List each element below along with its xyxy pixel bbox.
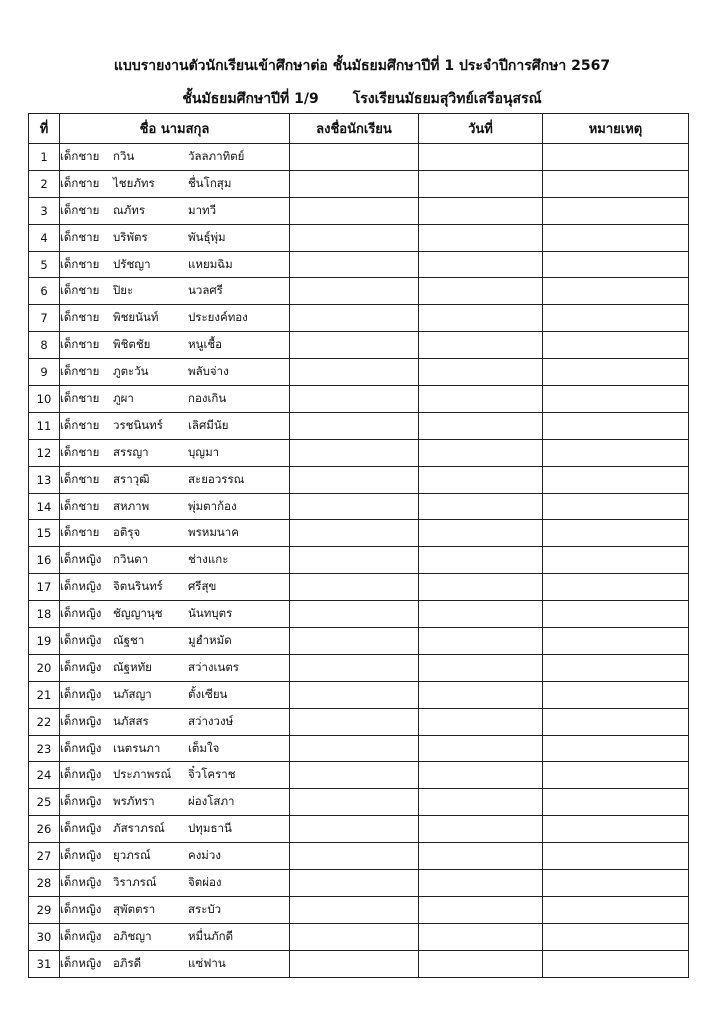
last-name: พรหมนาค (188, 525, 239, 540)
remarks-cell[interactable] (543, 870, 689, 897)
last-name: แหยมฉิม (188, 256, 233, 271)
table-row (29, 197, 689, 224)
first-name: พรภัทรา (113, 794, 155, 809)
remarks-cell[interactable] (543, 359, 689, 386)
row-number: 23 (29, 735, 60, 762)
name-prefix: เด็กหญิง (60, 552, 102, 567)
remarks-cell[interactable] (543, 197, 689, 224)
table-row (29, 654, 689, 681)
date-cell[interactable] (419, 305, 543, 332)
date-cell[interactable] (419, 789, 543, 816)
student-name-cell (60, 466, 290, 493)
student-name-cell (60, 412, 290, 439)
row-number: 11 (29, 412, 60, 439)
date-cell[interactable] (419, 144, 543, 171)
name-prefix: เด็กหญิง (60, 794, 102, 809)
name-prefix: เด็กหญิง (60, 740, 102, 755)
table-row (29, 950, 689, 977)
remarks-cell[interactable] (543, 654, 689, 681)
date-cell[interactable] (419, 251, 543, 278)
signature-cell[interactable] (290, 170, 419, 197)
remarks-cell[interactable] (543, 386, 689, 413)
last-name: สว่างวงษ์ (188, 713, 234, 728)
last-name: มาทวี (188, 202, 217, 217)
student-name-cell (60, 681, 290, 708)
table-row (29, 224, 689, 251)
table-row (29, 278, 689, 305)
name-prefix: เด็กชาย (60, 229, 100, 244)
row-number: 18 (29, 601, 60, 628)
student-name-cell (60, 278, 290, 305)
first-name: ไชยภัทร (113, 175, 155, 190)
last-name: จิตผ่อง (188, 874, 222, 889)
student-name-cell (60, 386, 290, 413)
signature-cell[interactable] (290, 493, 419, 520)
row-number: 3 (29, 197, 60, 224)
name-prefix: เด็กหญิง (60, 821, 102, 836)
date-cell[interactable] (419, 601, 543, 628)
signature-cell[interactable] (290, 412, 419, 439)
date-cell[interactable] (419, 332, 543, 359)
last-name: บุญมา (188, 444, 220, 459)
row-number: 31 (29, 950, 60, 977)
last-name: ช่างแกะ (188, 552, 229, 567)
first-name: อภิชญา (113, 928, 152, 943)
table-header-row (29, 114, 689, 144)
last-name: ชื่นโกสุม (188, 175, 232, 190)
signature-cell[interactable] (290, 654, 419, 681)
row-number: 15 (29, 520, 60, 547)
first-name: ชัญญานุช (113, 606, 163, 621)
table-row (29, 547, 689, 574)
roster-body (29, 144, 689, 978)
row-number: 10 (29, 386, 60, 413)
remarks-cell[interactable] (543, 923, 689, 950)
date-cell[interactable] (419, 708, 543, 735)
name-prefix: เด็กชาย (60, 498, 100, 513)
row-number: 30 (29, 923, 60, 950)
student-name-cell (60, 305, 290, 332)
date-cell[interactable] (419, 950, 543, 977)
first-name: อภิรดี (113, 955, 142, 970)
table-row (29, 493, 689, 520)
last-name: พันธุ์พุ่ม (188, 229, 226, 244)
report-title: แบบรายงานตัวนักเรียนเข้าศึกษาต่อ ชั้นมัธยมศึกษาปีที่ 1 ประจำปีการศึกษา 2567 (113, 58, 611, 74)
last-name: สว่างเนตร (188, 659, 239, 674)
student-name-cell (60, 359, 290, 386)
name-prefix: เด็กชาย (60, 417, 100, 432)
date-cell[interactable] (419, 870, 543, 897)
table-row (29, 870, 689, 897)
date-cell[interactable] (419, 547, 543, 574)
date-cell[interactable] (419, 896, 543, 923)
table-row (29, 896, 689, 923)
name-prefix: เด็กหญิง (60, 928, 102, 943)
row-number: 17 (29, 574, 60, 601)
first-name: อติรุจ (113, 525, 141, 540)
last-name: นวลศรี (188, 283, 223, 298)
date-cell[interactable] (419, 762, 543, 789)
date-cell[interactable] (419, 412, 543, 439)
table-row (29, 305, 689, 332)
date-cell[interactable] (419, 843, 543, 870)
table-row (29, 843, 689, 870)
student-name-cell (60, 816, 290, 843)
student-name-cell (60, 789, 290, 816)
name-prefix: เด็กชาย (60, 283, 100, 298)
last-name: ประยงค์ทอง (188, 310, 248, 325)
last-name: กองเกิน (188, 390, 227, 405)
name-prefix: เด็กชาย (60, 175, 100, 190)
last-name: มูฮำหมัด (188, 632, 232, 647)
last-name: ผ่องโสภา (188, 794, 235, 809)
table-row (29, 762, 689, 789)
student-name-cell (60, 950, 290, 977)
first-name: กวิน (113, 148, 135, 163)
first-name: ณัฐชา (113, 632, 145, 647)
table-row (29, 251, 689, 278)
last-name: สะยอวรรณ (188, 471, 245, 486)
date-cell[interactable] (419, 574, 543, 601)
signature-cell[interactable] (290, 896, 419, 923)
table-row (29, 708, 689, 735)
first-name: บริพัตร (113, 229, 148, 244)
remarks-cell[interactable] (543, 601, 689, 628)
remarks-cell[interactable] (543, 224, 689, 251)
first-name: จิตนรินทร์ (113, 579, 163, 594)
row-number: 25 (29, 789, 60, 816)
signature-cell[interactable] (290, 386, 419, 413)
signature-cell[interactable] (290, 574, 419, 601)
first-name: สรรญา (113, 444, 149, 459)
table-row (29, 789, 689, 816)
first-name: ยุวภรณ์ (113, 848, 151, 863)
first-name: ณัฐหทัย (113, 659, 152, 674)
row-number: 22 (29, 708, 60, 735)
row-number: 19 (29, 628, 60, 655)
last-name: หมื่นภักดี (188, 928, 234, 943)
signature-cell[interactable] (290, 305, 419, 332)
student-name-cell (60, 923, 290, 950)
last-name: พุ่มตาก้อง (188, 498, 237, 513)
row-number: 13 (29, 466, 60, 493)
first-name: ภูผา (113, 390, 134, 405)
name-prefix: เด็กชาย (60, 364, 100, 379)
row-number: 20 (29, 654, 60, 681)
first-name: สุพัตตรา (113, 901, 156, 916)
signature-cell[interactable] (290, 359, 419, 386)
row-number: 12 (29, 439, 60, 466)
remarks-cell[interactable] (543, 170, 689, 197)
signature-cell[interactable] (290, 789, 419, 816)
signature-cell[interactable] (290, 466, 419, 493)
remarks-cell[interactable] (543, 439, 689, 466)
student-name-cell (60, 493, 290, 520)
signature-cell[interactable] (290, 251, 419, 278)
name-prefix: เด็กชาย (60, 390, 100, 405)
student-name-cell (60, 251, 290, 278)
first-name: เนตรนภา (113, 740, 161, 755)
signature-cell[interactable] (290, 681, 419, 708)
student-name-cell (60, 735, 290, 762)
student-name-cell (60, 601, 290, 628)
table-row (29, 386, 689, 413)
first-name: ภูตะวัน (113, 364, 149, 379)
signature-cell[interactable] (290, 843, 419, 870)
first-name: ณภัทร (113, 202, 146, 217)
remarks-cell[interactable] (543, 628, 689, 655)
remarks-cell[interactable] (543, 144, 689, 171)
remarks-cell[interactable] (543, 547, 689, 574)
last-name: จิ๋วโคราช (188, 767, 236, 782)
date-cell[interactable] (419, 493, 543, 520)
row-number: 8 (29, 332, 60, 359)
table-row (29, 681, 689, 708)
last-name: เต็มใจ (188, 740, 220, 755)
student-name-cell (60, 170, 290, 197)
remarks-cell[interactable] (543, 305, 689, 332)
table-row (29, 520, 689, 547)
first-name: พิชิตชัย (113, 337, 151, 352)
last-name: วัลลภาทิตย์ (188, 148, 245, 163)
student-name-cell (60, 520, 290, 547)
last-name: นันทบุตร (188, 606, 233, 621)
student-name-cell (60, 332, 290, 359)
name-prefix: เด็กชาย (60, 444, 100, 459)
name-prefix: เด็กหญิง (60, 901, 102, 916)
row-number: 6 (29, 278, 60, 305)
remarks-cell[interactable] (543, 520, 689, 547)
first-name: ภัสราภรณ์ (113, 821, 165, 836)
signature-cell[interactable] (290, 923, 419, 950)
student-roster-table (28, 113, 689, 978)
name-prefix: เด็กชาย (60, 337, 100, 352)
table-row (29, 412, 689, 439)
table-row (29, 332, 689, 359)
first-name: สหภาพ (113, 498, 150, 513)
name-prefix: เด็กหญิง (60, 686, 102, 701)
name-prefix: เด็กชาย (60, 256, 100, 271)
student-name-cell (60, 574, 290, 601)
date-cell[interactable] (419, 197, 543, 224)
signature-cell[interactable] (290, 520, 419, 547)
row-number: 26 (29, 816, 60, 843)
last-name: คงม่วง (188, 848, 221, 863)
name-prefix: เด็กหญิง (60, 713, 102, 728)
row-number: 16 (29, 547, 60, 574)
name-prefix: เด็กหญิง (60, 606, 102, 621)
table-row (29, 816, 689, 843)
remarks-cell[interactable] (543, 574, 689, 601)
date-cell[interactable] (419, 386, 543, 413)
name-prefix: เด็กหญิง (60, 767, 102, 782)
last-name: ตั้งเซียน (188, 686, 228, 701)
remarks-cell[interactable] (543, 412, 689, 439)
table-row (29, 923, 689, 950)
last-name: หนูเชื้อ (188, 337, 223, 352)
header-student-signature: ลงชื่อนักเรียน (290, 114, 419, 144)
date-cell[interactable] (419, 628, 543, 655)
school-name: โรงเรียนมัธยมสุวิทย์เสรีอนุสรณ์ (352, 91, 542, 107)
last-name: ปทุมธานี (188, 821, 232, 836)
remarks-cell[interactable] (543, 493, 689, 520)
signature-cell[interactable] (290, 870, 419, 897)
signature-cell[interactable] (290, 628, 419, 655)
student-name-cell (60, 654, 290, 681)
first-name: นภัสสร (113, 713, 149, 728)
student-name-cell (60, 896, 290, 923)
student-name-cell (60, 224, 290, 251)
row-number: 1 (29, 144, 60, 171)
class-label: ชั้นมัธยมศึกษาปีที่ 1/9 (182, 91, 319, 107)
first-name: วรชนินทร์ (113, 417, 163, 432)
last-name: พลับจ่าง (188, 364, 229, 379)
name-prefix: เด็กชาย (60, 310, 100, 325)
header-date: วันที่ (419, 114, 543, 144)
name-prefix: เด็กหญิง (60, 659, 102, 674)
remarks-cell[interactable] (543, 681, 689, 708)
date-cell[interactable] (419, 466, 543, 493)
table-row (29, 574, 689, 601)
table-row (29, 466, 689, 493)
row-number: 29 (29, 896, 60, 923)
class-school-line (0, 88, 724, 110)
signature-cell[interactable] (290, 708, 419, 735)
signature-cell[interactable] (290, 278, 419, 305)
last-name: เลิศมีนัย (188, 417, 229, 432)
signature-cell[interactable] (290, 224, 419, 251)
date-cell[interactable] (419, 170, 543, 197)
date-cell[interactable] (419, 816, 543, 843)
row-number: 21 (29, 681, 60, 708)
last-name: ศรีสุข (188, 579, 217, 594)
name-prefix: เด็กชาย (60, 525, 100, 540)
date-cell[interactable] (419, 654, 543, 681)
student-name-cell (60, 843, 290, 870)
first-name: นภัสญา (113, 686, 152, 701)
student-name-cell (60, 547, 290, 574)
signature-cell[interactable] (290, 144, 419, 171)
signature-cell[interactable] (290, 816, 419, 843)
date-cell[interactable] (419, 359, 543, 386)
table-row (29, 735, 689, 762)
table-row (29, 359, 689, 386)
row-number: 14 (29, 493, 60, 520)
table-row (29, 144, 689, 171)
table-row (29, 628, 689, 655)
date-cell[interactable] (419, 520, 543, 547)
first-name: กวินดา (113, 552, 149, 567)
student-name-cell (60, 762, 290, 789)
row-number: 7 (29, 305, 60, 332)
first-name: พิชยนันท์ (113, 310, 159, 325)
header-full-name: ชื่อ นามสกุล (60, 114, 290, 144)
date-cell[interactable] (419, 224, 543, 251)
table-row (29, 601, 689, 628)
remarks-cell[interactable] (543, 332, 689, 359)
row-number: 24 (29, 762, 60, 789)
row-number: 5 (29, 251, 60, 278)
table-row (29, 170, 689, 197)
remarks-cell[interactable] (543, 843, 689, 870)
header-remarks: หมายเหตุ (543, 114, 689, 144)
signature-cell[interactable] (290, 547, 419, 574)
signature-cell[interactable] (290, 950, 419, 977)
last-name: แซ่ฟาน (188, 955, 226, 970)
name-prefix: เด็กหญิง (60, 874, 102, 889)
remarks-cell[interactable] (543, 816, 689, 843)
name-prefix: เด็กหญิง (60, 579, 102, 594)
student-name-cell (60, 439, 290, 466)
header-number: ที่ (29, 114, 60, 144)
student-name-cell (60, 628, 290, 655)
remarks-cell[interactable] (543, 896, 689, 923)
date-cell[interactable] (419, 439, 543, 466)
student-name-cell (60, 870, 290, 897)
row-number: 27 (29, 843, 60, 870)
remarks-cell[interactable] (543, 708, 689, 735)
first-name: ปรัชญา (113, 256, 151, 271)
remarks-cell[interactable] (543, 950, 689, 977)
student-name-cell (60, 708, 290, 735)
row-number: 2 (29, 170, 60, 197)
signature-cell[interactable] (290, 762, 419, 789)
name-prefix: เด็กชาย (60, 148, 100, 163)
table-row (29, 439, 689, 466)
signature-cell[interactable] (290, 197, 419, 224)
remarks-cell[interactable] (543, 789, 689, 816)
row-number: 4 (29, 224, 60, 251)
last-name: สระบัว (188, 901, 222, 916)
name-prefix: เด็กชาย (60, 471, 100, 486)
remarks-cell[interactable] (543, 278, 689, 305)
remarks-cell[interactable] (543, 735, 689, 762)
first-name: ปิยะ (113, 283, 134, 298)
signature-cell[interactable] (290, 332, 419, 359)
name-prefix: เด็กหญิง (60, 632, 102, 647)
date-cell[interactable] (419, 278, 543, 305)
remarks-cell[interactable] (543, 251, 689, 278)
remarks-cell[interactable] (543, 762, 689, 789)
first-name: วิราภรณ์ (113, 874, 157, 889)
remarks-cell[interactable] (543, 466, 689, 493)
name-prefix: เด็กชาย (60, 202, 100, 217)
date-cell[interactable] (419, 735, 543, 762)
date-cell[interactable] (419, 681, 543, 708)
student-name-cell (60, 197, 290, 224)
first-name: ประภาพรณ์ (113, 767, 172, 782)
row-number: 9 (29, 359, 60, 386)
student-name-cell (60, 144, 290, 171)
name-prefix: เด็กหญิง (60, 848, 102, 863)
date-cell[interactable] (419, 923, 543, 950)
signature-cell[interactable] (290, 735, 419, 762)
name-prefix: เด็กหญิง (60, 955, 102, 970)
first-name: สราวุฒิ (113, 471, 150, 486)
row-number: 28 (29, 870, 60, 897)
signature-cell[interactable] (290, 439, 419, 466)
signature-cell[interactable] (290, 601, 419, 628)
